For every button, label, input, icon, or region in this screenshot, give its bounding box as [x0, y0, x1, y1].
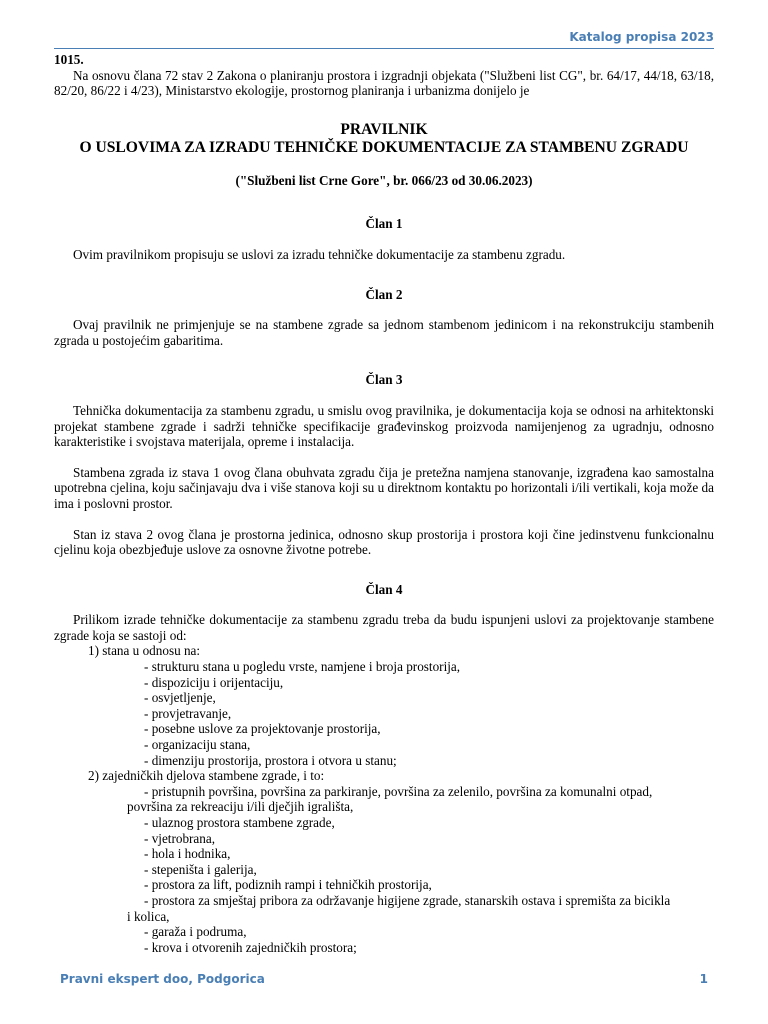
list-subitem: - stepeništa i galerija, [144, 861, 257, 877]
article-2-text: Ovaj pravilnik ne primjenjuje se na stambene zgrade sa jednom stambenom jedinicom i na rekonstrukciju stambenih zgrada u postojećim gabaritima. [54, 317, 714, 348]
list-subitem: - vjetrobrana, [144, 830, 216, 846]
list-subitem: - dimenziju prostorija, prostora i otvora u stanu; [144, 752, 397, 768]
footer-company: Pravni ekspert doo, Podgorica [60, 972, 265, 986]
list-subitem-continuation: i kolica, [127, 908, 170, 924]
list-item-2-subitems [54, 784, 714, 956]
list-subitem: - ulaznog prostora stambene zgrade, [144, 815, 335, 830]
page-number: 1 [699, 972, 708, 986]
title-line-1: PRAVILNIK [340, 120, 428, 138]
list-subitem: - hola i hodnika, [144, 846, 231, 862]
document-body [54, 52, 714, 955]
list-subitem: - pristupnih površina, površina za parkiranje, površina za zelenilo, površina za komunalni otpad, [144, 783, 653, 799]
document-title [54, 121, 714, 157]
article-4-paragraph-1: Prilikom izrade tehničke dokumentacije za stambenu zgradu treba da budu ispunjeni uslovi za projektovanje stambene zgrade koja se sastoji od: [54, 612, 714, 643]
catalog-header [54, 30, 714, 49]
list-subitem: - strukturu stana u pogledu vrste, namjene i broja prostorija, [144, 659, 461, 675]
list-subitem: - krova i otvorenih zajedničkih prostora; [144, 939, 357, 955]
article-1-heading: Član 1 [365, 216, 403, 232]
article-3-paragraph-3: Stan iz stava 2 ovog člana je prostorna jedinica, odnosno skup prostorija i prostora koji čine jedinstvenu funkcionalnu cjelinu koja obezbjeđuje uslove za osnovne životne potrebe. [54, 526, 714, 558]
article-3-heading: Član 3 [365, 372, 403, 388]
title-line-2: O USLOVIMA ZA IZRADU TEHNIČKE DOKUMENTACIJE ZA STAMBENU ZGRADU [79, 138, 689, 156]
list-subitem: - prostora za lift, podiznih rampi i tehničkih prostorija, [144, 877, 432, 893]
list-subitem: - dispoziciju i orijentaciju, [144, 674, 284, 690]
gazette-reference: ("Službeni list Crne Gore", br. 066/23 od 30.06.2023) [235, 172, 533, 188]
list-item-2: 2) zajedničkih djelova stambene zgrade, i to: [88, 768, 325, 784]
list-subitem: - posebne uslove za projektovanje prostorija, [144, 721, 381, 737]
article-1-text: Ovim pravilnikom propisuju se uslovi za izradu tehničke dokumentacije za stambenu zgradu. [73, 246, 566, 262]
list-subitem: - provjetravanje, [144, 705, 232, 721]
list-subitem: - osvjetljenje, [144, 690, 216, 706]
article-3-paragraph-1: Tehnička dokumentacija za stambenu zgradu, u smislu ovog pravilnika, je dokumentacija koja se odnosi na arhitektonski projekat stambene zgrade i sadrži tehničke specifikacije građevinskog proizvoda namijenjenog za ugradnju, odnosno karakteristike i svojstava materijala, opreme i instalacija. [54, 402, 714, 450]
intro-paragraph: Na osnovu člana 72 stav 2 Zakona o planiranju prostora i izgradnji objekata ("Službeni list CG", br. 64/17, 44/18, 63/18, 82/20, 86/22 i 4/23), Ministarstvo ekologije, prostornog planiranja i urbanizma donijelo je [54, 67, 714, 99]
list-subitem: - organizaciju stana, [144, 737, 251, 753]
page-footer [60, 972, 708, 986]
catalog-title: Katalog propisa 2023 [569, 30, 714, 44]
regulation-number: 1015. [54, 52, 84, 67]
list-item-1-subitems [54, 659, 714, 768]
list-item-1: 1) stana u odnosu na: [88, 643, 201, 659]
list-subitem: - garaža i podruma, [144, 924, 247, 940]
list-subitem: - prostora za smještaj pribora za održavanje higijene zgrade, stanarskih ostava i spremišta za bicikla [144, 892, 671, 908]
article-2-heading: Član 2 [365, 286, 403, 302]
article-4-heading: Član 4 [365, 581, 403, 597]
article-3-paragraph-2: Stambena zgrada iz stava 1 ovog člana obuhvata zgradu čija je pretežna namjena stanovanje, izgrađena kao samostalna upotrebna cjelina, koju sačinjavaju dva i više stanova koji su u direktnom kontaktu po horizontali i/ili vertikali, koja može da ima i poslovni prostor. [54, 464, 714, 511]
list-subitem-continuation: površina za rekreaciju i/ili dječjih igrališta, [127, 799, 354, 815]
